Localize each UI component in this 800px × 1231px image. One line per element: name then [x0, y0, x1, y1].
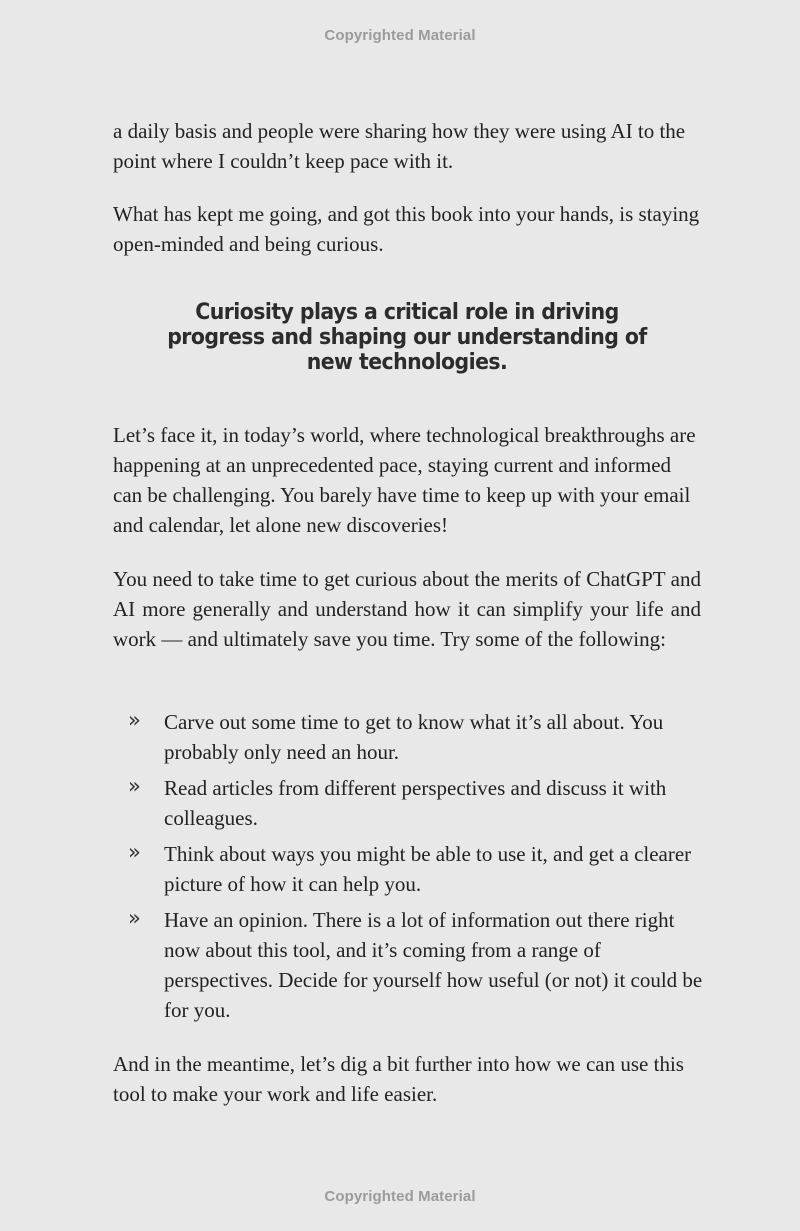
double-chevron-bullet-icon: » — [128, 906, 141, 930]
suggestion-list — [113, 707, 703, 1031]
paragraph-get-curious: You need to take time to get curious about the merits of ChatGPT and AI more generally and understand how it can simplify your life and work — and ultimately save you time. Try some of the following: — [113, 567, 701, 651]
list-item — [113, 707, 703, 767]
copyright-watermark-bottom: Copyrighted Material — [324, 1188, 476, 1205]
copyright-watermark-top: Copyrighted Material — [324, 27, 476, 44]
double-chevron-bullet-icon: » — [128, 840, 141, 864]
pull-quote-line-1: Curiosity plays a critical role in driving — [195, 300, 619, 325]
list-item-text: Carve out some time to get to know what it’s all about. You probably only need an hour. — [164, 710, 664, 764]
list-item — [113, 773, 703, 833]
list-item-text: Have an opinion. There is a lot of information out there right now about this tool, and it’s coming from a range of perspectives. Decide for yourself how useful (or not) it could be for you. — [164, 908, 703, 1022]
paragraph-lets-face-it: Let’s face it, in today’s world, where technological breakthroughs are happening at an unprecedented pace, staying current and informed can be challenging. You barely have time to keep up with your email and calendar, let alone new discoveries! — [113, 423, 696, 537]
pull-quote — [134, 300, 681, 375]
pull-quote-line-2: progress and shaping our understanding of — [167, 325, 647, 350]
paragraph-in-the-meantime: And in the meantime, let’s dig a bit further into how we can use this tool to make your work and life easier. — [113, 1052, 684, 1106]
pull-quote-line-3: new technologies. — [306, 350, 508, 375]
list-item-text: Read articles from different perspectives and discuss it with colleagues. — [164, 776, 667, 830]
double-chevron-bullet-icon: » — [128, 708, 141, 732]
paragraph-continuation: a daily basis and people were sharing how they were using AI to the point where I couldn’t keep pace with it. — [113, 119, 686, 173]
list-item-text: Think about ways you might be able to use it, and get a clearer picture of how it can help you. — [164, 842, 692, 896]
list-item — [113, 905, 703, 1025]
paragraph-open-minded: What has kept me going, and got this book into your hands, is staying open-minded and being curious. — [113, 202, 700, 256]
list-item — [113, 839, 703, 899]
double-chevron-bullet-icon: » — [128, 774, 141, 798]
